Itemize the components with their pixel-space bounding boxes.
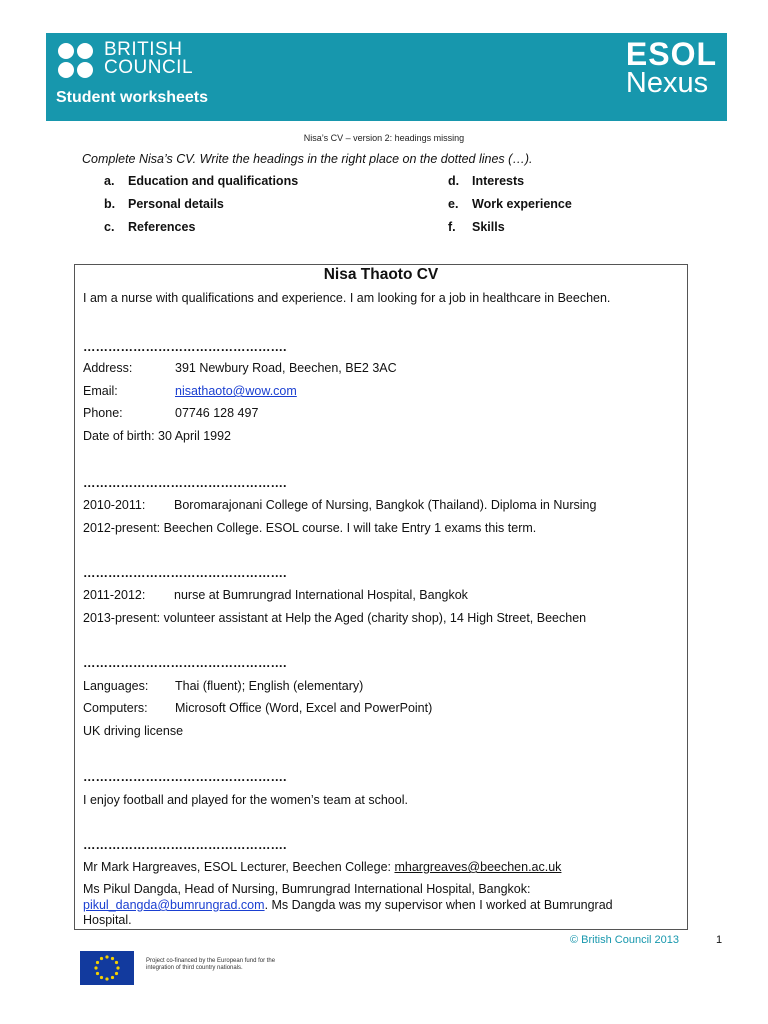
work-row: 2011-2012: nurse at Bumrungrad International Hospital, Bangkok [83,588,468,602]
eu-funding-note: Project co-financed by the European fund for the integration of third country nationals. [146,958,276,971]
heading-blank-3[interactable]: …………………………………………. [83,566,287,580]
address-row: Address: 391 Newbury Road, Beechen, BE2 3AC [83,361,397,375]
option-item: b. Personal details [104,197,224,211]
header-banner [46,33,727,121]
copyright: © British Council 2013 [570,934,679,946]
heading-blank-1[interactable]: …………………………………………. [83,340,287,354]
option-item: d. Interests [448,174,525,188]
email-row: Email: nisathaoto@wow.com [83,384,297,398]
document-caption: Nisa’s CV – version 2: headings missing [303,133,465,143]
reference-1-email-link[interactable]: mhargreaves@beechen.ac.uk [394,860,562,874]
eu-flag-icon [80,951,134,985]
british-council-logo [58,41,258,81]
banner-subtitle: Student worksheets [56,89,209,106]
interests-row: I enjoy football and played for the women’s team at school. [83,793,408,807]
cv-title: Nisa Thaoto CV [323,266,439,283]
education-row: 2010-2011: Boromarajonani College of Nursing, Bangkok (Thailand). Diploma in Nursing [83,498,597,512]
heading-blank-2[interactable]: …………………………………………. [83,476,287,490]
option-item: c. References [104,220,196,234]
option-item: f. Skills [448,220,505,234]
reference-1: Mr Mark Hargreaves, ESOL Lecturer, Beechen College: mhargreaves@beechen.ac.uk [83,860,562,874]
esol-word: ESOL [625,36,717,72]
reference-2-email-link[interactable]: pikul_dangda@bumrungrad.com [83,898,265,912]
phone-row: Phone: 07746 128 497 [83,406,259,420]
heading-blank-6[interactable]: …………………………………………. [83,838,287,852]
languages-row: Languages: Thai (fluent); English (elementary) [83,679,364,693]
brand-line-2: COUNCIL [104,57,194,78]
cv-intro: I am a nurse with qualifications and experience. I am looking for a job in healthcare in Beechen. [83,291,611,305]
eu-stars-icon [80,951,134,985]
page-number: 1 [716,934,723,946]
reference-2-line-2: pikul_dangda@bumrungrad.com. Ms Dangda was my supervisor when I worked at Bumrungrad [83,898,613,912]
reference-2-line-3: Hospital. [83,913,132,927]
reference-2-line-1: Ms Pikul Dangda, Head of Nursing, Bumrungrad International Hospital, Bangkok: [83,882,531,896]
brand-line-1: BRITISH [104,39,183,60]
option-item: e. Work experience [448,197,572,211]
british-council-dots-icon [58,43,98,79]
esol-nexus-logo [625,36,717,99]
email-link[interactable]: nisathaoto@wow.com [175,384,297,398]
instruction-text: Complete Nisa’s CV. Write the headings in the right place on the dotted lines (…). [82,152,533,166]
computers-row: Computers: Microsoft Office (Word, Excel and PowerPoint) [83,701,433,715]
work-row: 2013-present: volunteer assistant at Help the Aged (charity shop), 14 High Street, Beechen [83,611,587,625]
heading-blank-4[interactable]: …………………………………………. [83,656,287,670]
brand-name [104,41,193,77]
driving-row: UK driving license [83,724,184,738]
heading-options [104,174,624,246]
education-row: 2012-present: Beechen College. ESOL course. I will take Entry 1 exams this term. [83,521,537,535]
option-item: a. Education and qualifications [104,174,299,188]
dob-row: Date of birth: 30 April 1992 [83,429,232,443]
nexus-word: Nexus [625,67,709,99]
heading-blank-5[interactable]: …………………………………………. [83,770,287,784]
